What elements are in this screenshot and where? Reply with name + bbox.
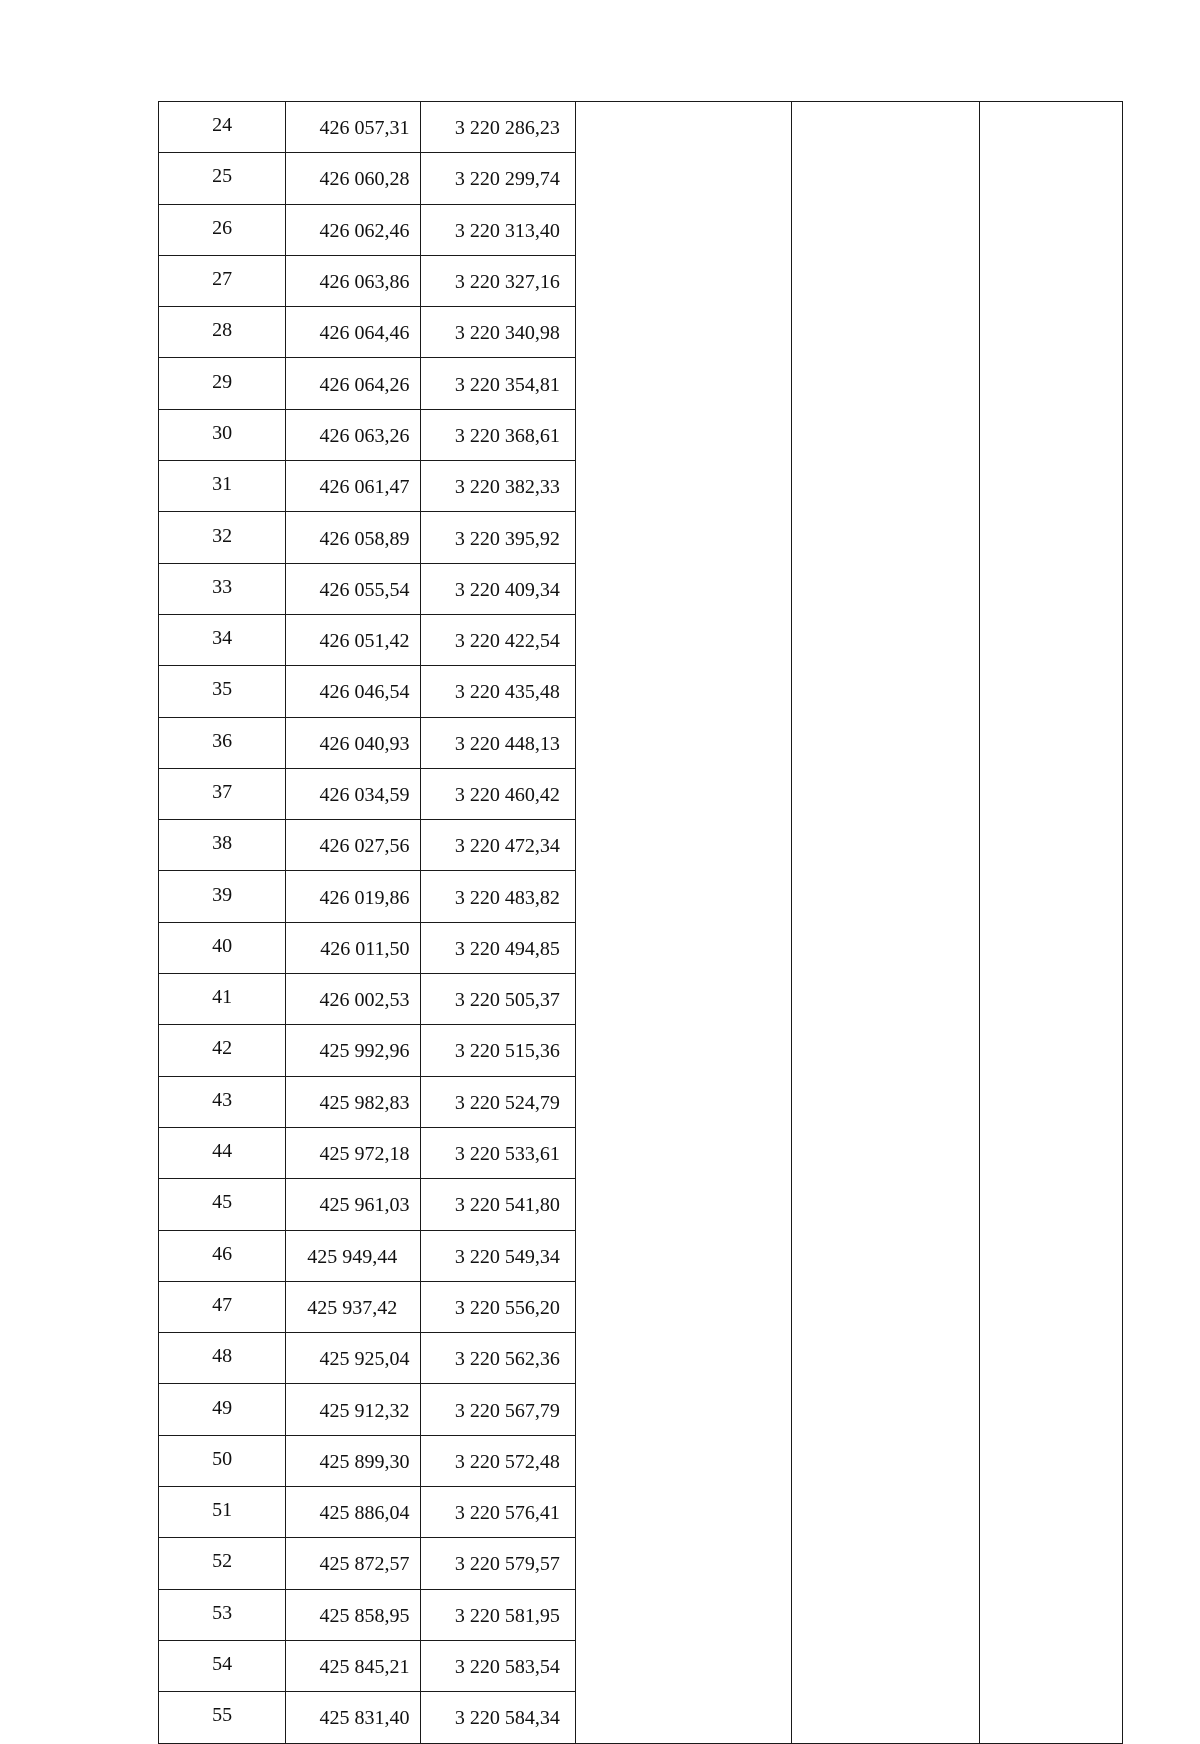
x-coordinate-cell: 426 063,86 [286,255,420,306]
y-coordinate-cell: 3 220 382,33 [420,461,575,512]
point-number-cell: 50 [159,1435,286,1486]
y-coordinate-cell: 3 220 460,42 [420,768,575,819]
x-coordinate-cell: 426 061,47 [286,461,420,512]
y-coordinate-cell: 3 220 395,92 [420,512,575,563]
x-coordinate-cell: 426 002,53 [286,974,420,1025]
empty-column-1 [575,102,791,1744]
x-coordinate-cell: 426 011,50 [286,922,420,973]
y-coordinate-cell: 3 220 472,34 [420,820,575,871]
y-coordinate-cell: 3 220 368,61 [420,409,575,460]
y-coordinate-cell: 3 220 286,23 [420,102,575,153]
y-coordinate-cell: 3 220 556,20 [420,1281,575,1332]
y-coordinate-cell: 3 220 435,48 [420,666,575,717]
point-number-cell: 52 [159,1538,286,1589]
point-number-cell: 36 [159,717,286,768]
point-number-cell: 40 [159,922,286,973]
x-coordinate-cell: 426 019,86 [286,871,420,922]
point-number-cell: 33 [159,563,286,614]
x-coordinate-cell: 425 872,57 [286,1538,420,1589]
y-coordinate-cell: 3 220 422,54 [420,614,575,665]
y-coordinate-cell: 3 220 524,79 [420,1076,575,1127]
point-number-cell: 37 [159,768,286,819]
point-number-cell: 46 [159,1230,286,1281]
x-coordinate-cell: 426 046,54 [286,666,420,717]
x-coordinate-cell: 426 027,56 [286,820,420,871]
x-coordinate-cell: 425 982,83 [286,1076,420,1127]
point-number-cell: 42 [159,1025,286,1076]
y-coordinate-cell: 3 220 576,41 [420,1487,575,1538]
point-number-cell: 55 [159,1692,286,1743]
point-number-cell: 29 [159,358,286,409]
x-coordinate-cell: 425 992,96 [286,1025,420,1076]
x-coordinate-cell: 426 055,54 [286,563,420,614]
x-coordinate-cell: 426 062,46 [286,204,420,255]
point-number-cell: 26 [159,204,286,255]
y-coordinate-cell: 3 220 583,54 [420,1640,575,1691]
point-number-cell: 54 [159,1640,286,1691]
x-coordinate-cell: 426 051,42 [286,614,420,665]
y-coordinate-cell: 3 220 567,79 [420,1384,575,1435]
x-coordinate-cell: 425 858,95 [286,1589,420,1640]
point-number-cell: 28 [159,307,286,358]
x-coordinate-cell: 425 972,18 [286,1127,420,1178]
point-number-cell: 41 [159,974,286,1025]
point-number-cell: 38 [159,820,286,871]
x-coordinate-cell: 425 886,04 [286,1487,420,1538]
y-coordinate-cell: 3 220 584,34 [420,1692,575,1743]
y-coordinate-cell: 3 220 572,48 [420,1435,575,1486]
point-number-cell: 32 [159,512,286,563]
point-number-cell: 49 [159,1384,286,1435]
x-coordinate-cell: 426 060,28 [286,153,420,204]
y-coordinate-cell: 3 220 327,16 [420,255,575,306]
y-coordinate-cell: 3 220 313,40 [420,204,575,255]
y-coordinate-cell: 3 220 494,85 [420,922,575,973]
y-coordinate-cell: 3 220 549,34 [420,1230,575,1281]
point-number-cell: 34 [159,614,286,665]
x-coordinate-cell: 426 034,59 [286,768,420,819]
point-number-cell: 47 [159,1281,286,1332]
x-coordinate-cell: 426 063,26 [286,409,420,460]
x-coordinate-cell: 425 912,32 [286,1384,420,1435]
point-number-cell: 45 [159,1179,286,1230]
x-coordinate-cell: 425 831,40 [286,1692,420,1743]
point-number-cell: 48 [159,1333,286,1384]
table-row [159,102,1123,153]
x-coordinate-cell: 426 058,89 [286,512,420,563]
point-number-cell: 44 [159,1127,286,1178]
y-coordinate-cell: 3 220 562,36 [420,1333,575,1384]
coordinates-table [158,101,1123,1744]
point-number-cell: 27 [159,255,286,306]
point-number-cell: 53 [159,1589,286,1640]
point-number-cell: 25 [159,153,286,204]
point-number-cell: 24 [159,102,286,153]
x-coordinate-cell: 426 064,26 [286,358,420,409]
x-coordinate-cell: 426 064,46 [286,307,420,358]
y-coordinate-cell: 3 220 409,34 [420,563,575,614]
y-coordinate-cell: 3 220 581,95 [420,1589,575,1640]
x-coordinate-cell: 425 845,21 [286,1640,420,1691]
point-number-cell: 31 [159,461,286,512]
x-coordinate-cell: 426 040,93 [286,717,420,768]
x-coordinate-cell: 425 949,44 [286,1230,420,1281]
point-number-cell: 39 [159,871,286,922]
y-coordinate-cell: 3 220 483,82 [420,871,575,922]
x-coordinate-cell: 425 899,30 [286,1435,420,1486]
empty-column-2 [792,102,979,1744]
coordinates-table-body [159,102,1123,1744]
y-coordinate-cell: 3 220 505,37 [420,974,575,1025]
y-coordinate-cell: 3 220 533,61 [420,1127,575,1178]
x-coordinate-cell: 425 937,42 [286,1281,420,1332]
y-coordinate-cell: 3 220 448,13 [420,717,575,768]
y-coordinate-cell: 3 220 340,98 [420,307,575,358]
y-coordinate-cell: 3 220 541,80 [420,1179,575,1230]
x-coordinate-cell: 425 925,04 [286,1333,420,1384]
y-coordinate-cell: 3 220 299,74 [420,153,575,204]
point-number-cell: 30 [159,409,286,460]
point-number-cell: 35 [159,666,286,717]
y-coordinate-cell: 3 220 515,36 [420,1025,575,1076]
point-number-cell: 43 [159,1076,286,1127]
empty-column-3 [979,102,1122,1744]
x-coordinate-cell: 426 057,31 [286,102,420,153]
x-coordinate-cell: 425 961,03 [286,1179,420,1230]
point-number-cell: 51 [159,1487,286,1538]
y-coordinate-cell: 3 220 579,57 [420,1538,575,1589]
y-coordinate-cell: 3 220 354,81 [420,358,575,409]
